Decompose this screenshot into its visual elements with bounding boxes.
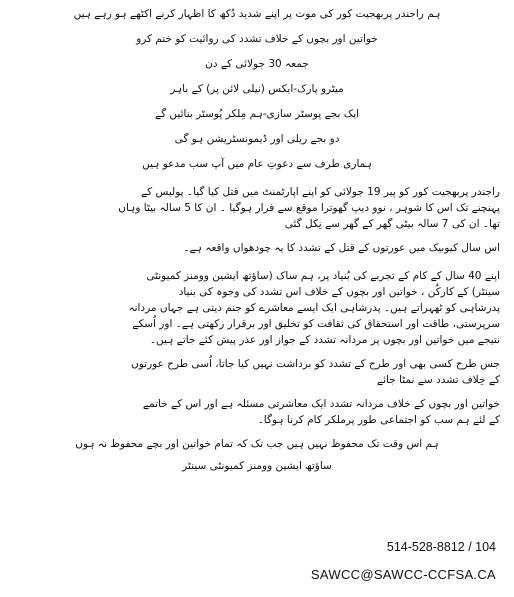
- header-line-poster-making: ایک بجے پوسٹر سازی-ہم مِلکر پُوسٹر بنائیں گے: [154, 108, 360, 120]
- flyer-document: [14, 6, 500, 474]
- paragraph-incident: [14, 184, 500, 232]
- event-header: [14, 6, 500, 172]
- phone-number: 514-528-8812 / 104: [386, 540, 496, 554]
- text-line: خواتین اور بچوں کے خلاف مردانہ تشدد ایک معاشرتی مسئلہ ہے اور اس کے خاتمے: [142, 398, 500, 410]
- paragraph-statistic: [14, 240, 500, 256]
- text-line: اس سال کیوبیک میں عورتوں کے قتل کے تشدد کا یہ چودھواں واقعہ ہے۔: [183, 242, 500, 254]
- paragraph-collective-action: [14, 396, 500, 428]
- email-address[interactable]: SAWCC@SAWCC-CCFSA.CA: [310, 567, 496, 582]
- text-line: کے خِلاف تشدد سے نمٹا جائے: [376, 374, 500, 386]
- paragraph-patriarchy: [14, 268, 500, 348]
- paragraph-no-tolerance: [14, 356, 500, 388]
- header-line-location: میٹرو پارک-ایکس (نیلی لائن پر) کے باہر: [170, 83, 344, 95]
- header-line-slogan: خواتین اور بچوں کے خلاف تشدد کی روائیت کو ختم کرو: [136, 33, 378, 45]
- text-line: سرپرستی، طاقت اور استحقاق کی ثقافت کو تخلیق اور برقرار رکھتی ہے۔ اور اُسکے: [132, 318, 500, 330]
- header-line-rally: دو بجے ریلی اور ڈیمونسٹریشن ہو گی: [174, 133, 340, 145]
- organization-name: ساؤتھ ایشین وومنز کمیونٹی سینٹر: [182, 460, 332, 472]
- text-line: پدرشاہی کو ٹھہراتے ہیں۔ پدرشاہی ایک ایسے معاشرے کو جنم دیتی ہے جہاں مردانہ: [128, 302, 500, 314]
- closing-statement: ہم اس وقت تک محفوظ نہیں ہیں جب تک کہ تمام خواتین اور بچے محفوظ نہ ہوں: [75, 438, 439, 450]
- text-line: تھا۔ ان کی 7 سالہ بیٹی گھر کے گھر سے نِکل گئی: [284, 218, 500, 230]
- text-line: کے لئے ہم سب کو اجتماعی طور پرملکر کام کرنا ہوگا۔: [257, 414, 500, 426]
- header-line-date: جمعہ 30 جولائی کے دن: [205, 58, 309, 70]
- text-line: سینٹر) کے کارکُن ، خواتین اور بچوں کے خلاف اس تشدد کی وجوہ کی بنیاد: [178, 286, 500, 298]
- text-line: جس طرح کسی بھی اور طرح کے تشدد کو برداشت نہیں کیا جاتا، اُسی طرح عورتوں: [131, 358, 500, 370]
- text-line: اپنے 40 سال کے کام کے تجربے کی بُنیاد پر، ہم ساک (ساؤتھ ایشین وومنز کمیونٹی: [146, 270, 500, 282]
- text-line: نتیجے میں خواتین اور بچوں پر مردانہ تشدد کے جواز اور عذر پیش کئے جاتے ہیں۔: [149, 334, 500, 346]
- header-line-invitation: ہماری طرف سے دعوتِ عام میں آپ سب مدعو ہیں: [142, 158, 372, 170]
- text-line: راجندر پربھجیت کور کو پیر 19 جولائی کو اپنے اپارٹمنٹ میں قتل کیا گیا۔ پولیس کے: [140, 186, 500, 198]
- header-line-vigil: ہم راجندر پربھجیت کور کی موت پر اپنے شدید دُکھ کا اظہار کرنے اکٹھے ہو رہے ہیں: [73, 8, 441, 20]
- text-line: پہنچنے تک اس کا شوہر ، نوو دیپ گھوترا موقع سے فرار ہوگیا ۔ ان کا 5 سالہ بیٹا وہاں: [118, 202, 500, 214]
